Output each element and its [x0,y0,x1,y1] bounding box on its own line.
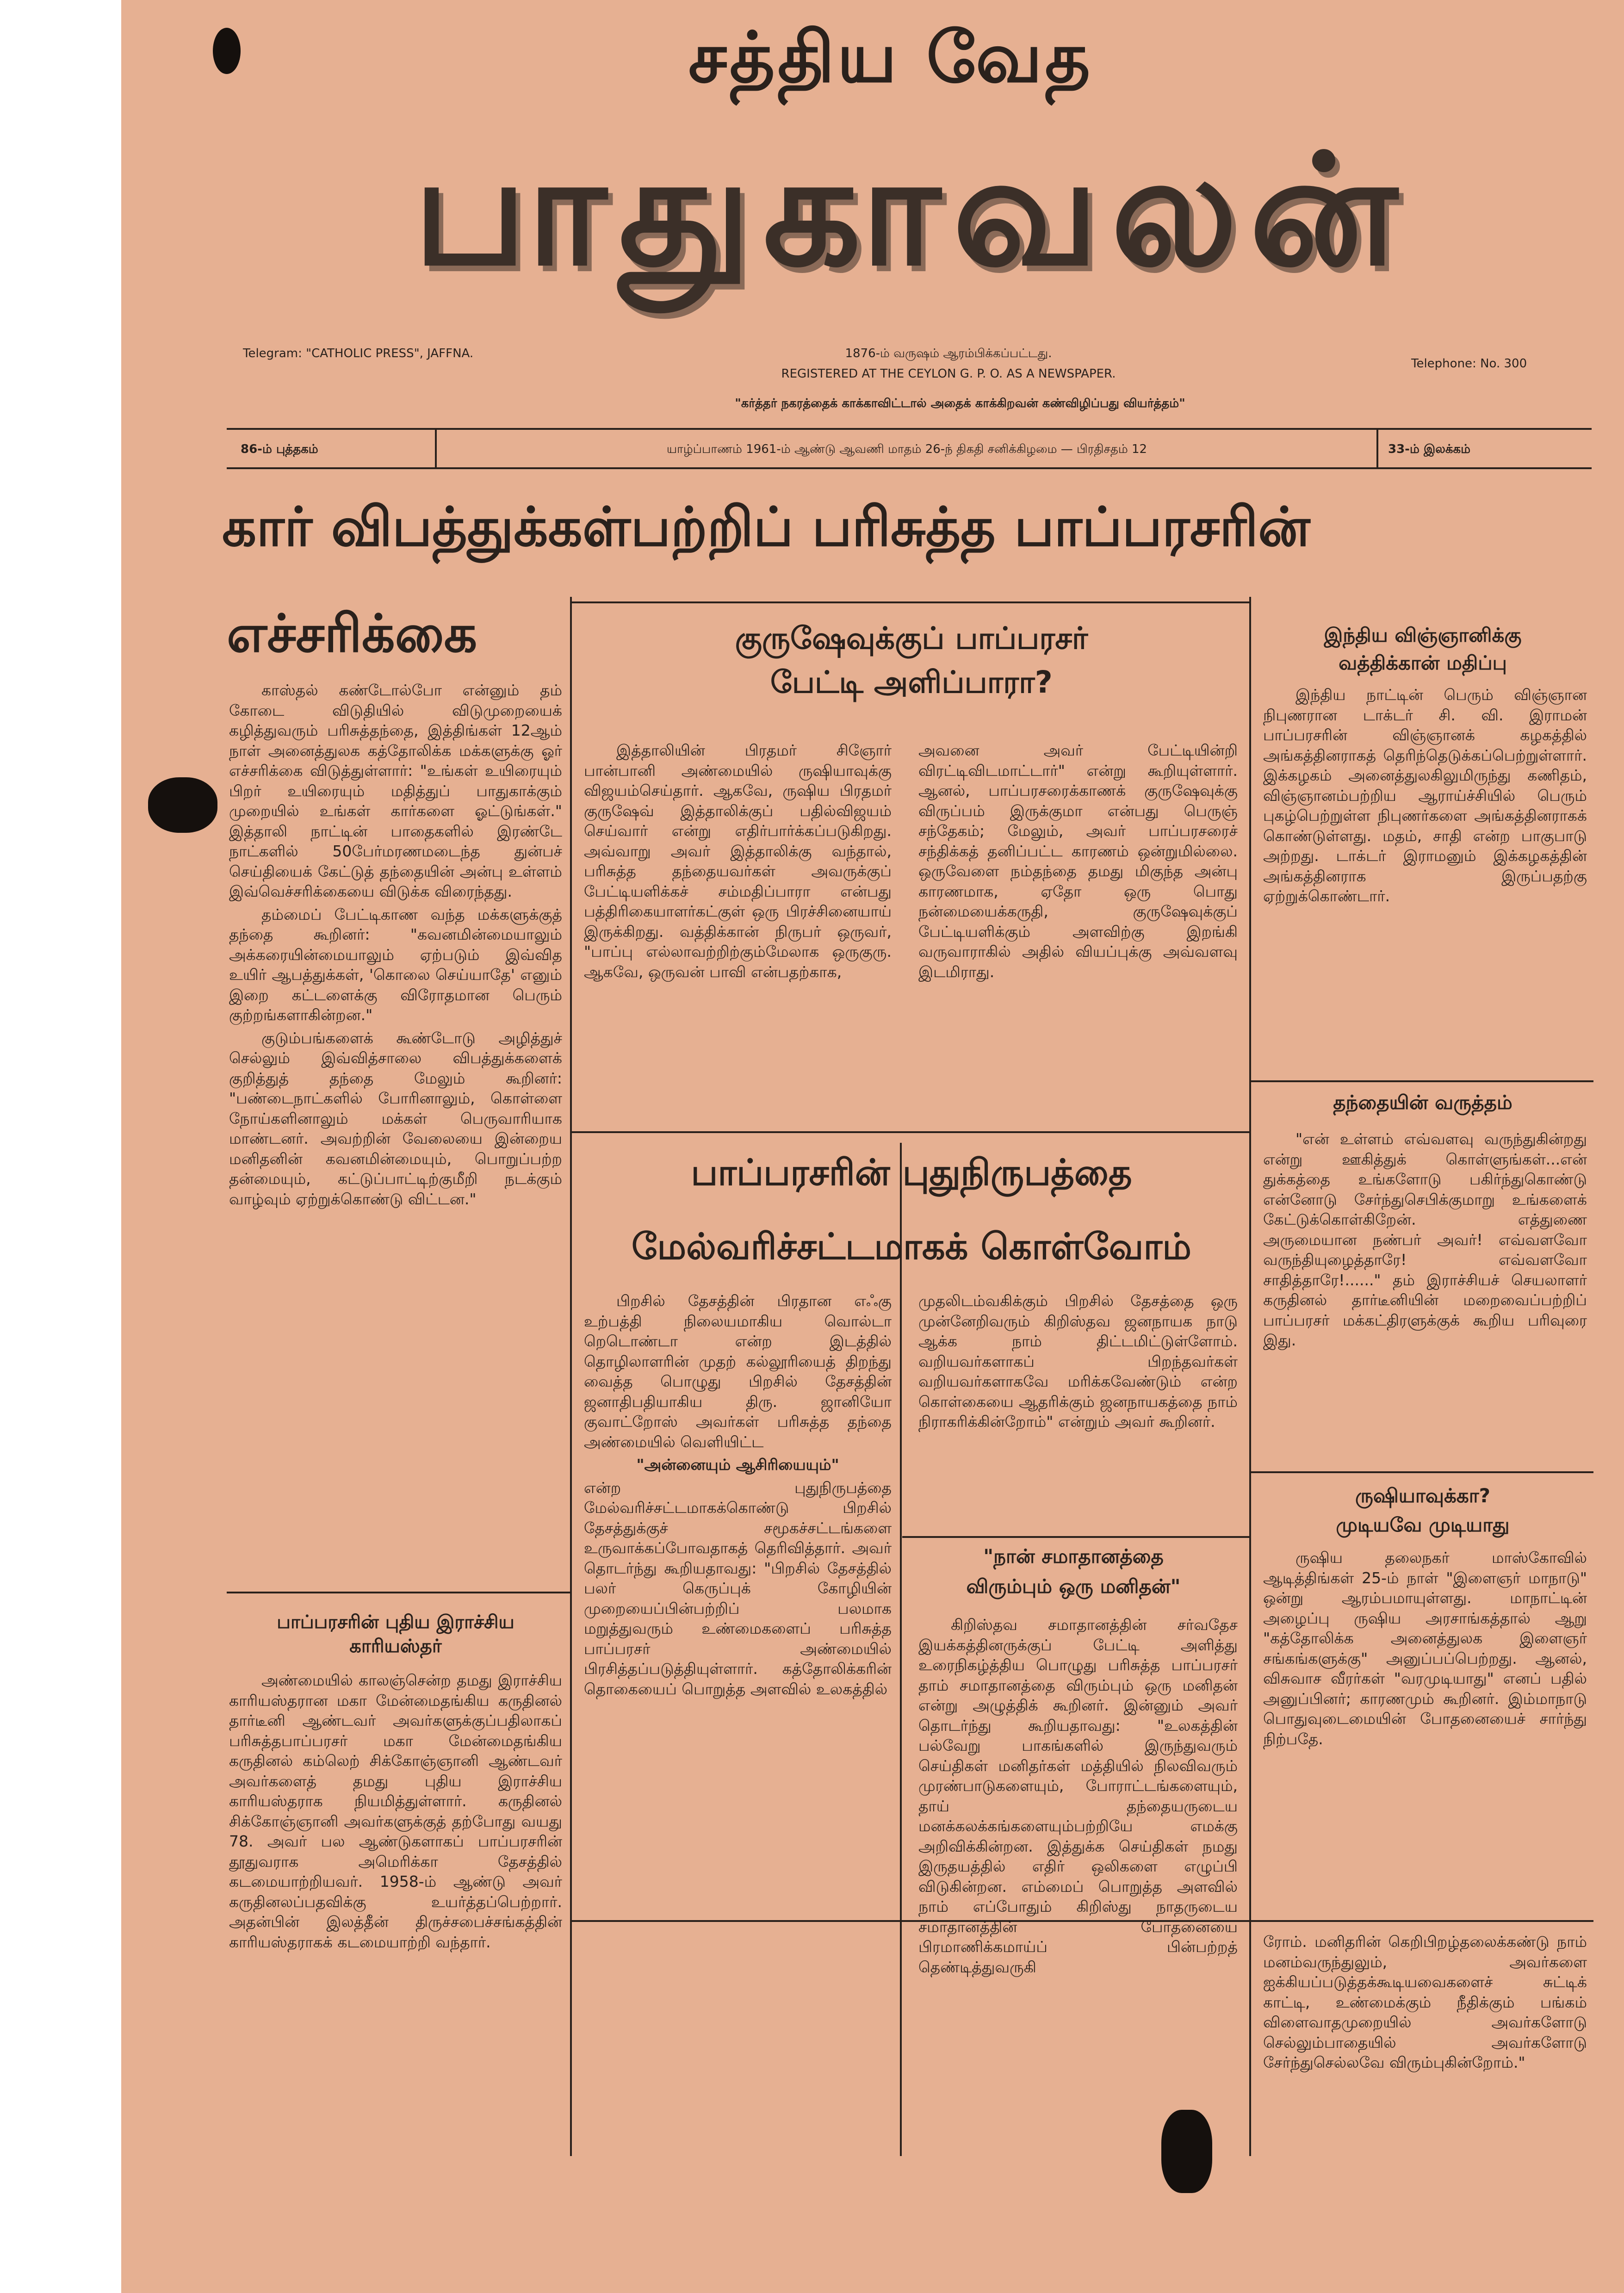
secretary-body: அண்மையில் காலஞ்சென்ற தமது இராச்சிய காரியஸ்தரான மகா மேன்மைதங்கிய கருதினல் தார்டீனி ஆண்டவர் அவர்களுக்குப்பதிலாகப் பரிசுத்தபாப்பரசர் மகா மேன்மைதங்கிய கருதினல் கம்லெற் சிக்கோஞ்ஞானி ஆண்டவர் அவர்களைத் தமது புதிய இராச்சிய காரியஸ்தராக நியமித்துள்ளார். கருதினல் சிக்கோஞ்ஞானி அவர்களுக்குத் தற்போது வயது 78. அவர் பல ஆண்டுகளாகப் பாப்பரசரின் தூதுவராக அமெரிக்கா தேசத்தில் கடமையாற்றியவர். 1958-ம் ஆண்டு அவர் கருதினலப்பதவிக்கு உயர்த்தப்பெற்றார். அதன்பின் இலத்தீன் திருச்சபைச்சங்கத்தின் காரியஸ்தராகக் கடமையாற்றி வந்தார். [229,1671,562,1951]
russia-body: ருஷிய தலைநகர் மாஸ்கோவில் ஆடித்திங்கள் 25-ம் நாள் "இளைஞர் மாநாடு" ஒன்று ஆரம்பமாயுள்ளது. மாநாட்டின் அழைப்பு ருஷிய அரசாங்கத்தால் ஆறு "கத்தோலிக்க அனைத்துலக இளைஞர் சங்கங்களுக்கு" அனுப்பப்பெற்றது. ஆனல், விசுவாச வீரர்கள் "வரமுடியாது" எனப் பதில் அனுப்பினர்; காரணமும் கூறினர். இம்மாநாடு பொதுவுடைமையின் போதனையைச் சார்ந்து நிற்பதே. [1263,1549,1587,1748]
secretary-article [229,1670,562,2156]
column-rule [1249,597,1251,2156]
khrushchev-headline-1: குருஷேவுக்குப் பாப்பரசர் [735,620,1088,656]
rule [572,1131,1249,1133]
registration-note: REGISTERED AT THE CEYLON G. P. O. AS A NEWSPAPER. [781,367,1116,381]
issue-number: 33-ம் இலக்கம் [1388,442,1471,456]
lead-paragraph: குடும்பங்களைக் கூண்டோடு அழித்துச் செல்லும் இவ்வித்சாலை விபத்துக்களைக் குறித்துத் தந்தை மேலும் கூறினர்: "பண்டைநாட்களில் போரினாலும், கொள்ளை நோய்களினாலும் மக்கள் பெருவாரியாக மாண்டனர். அவற்றின் வேலையை இன்றைய மனிதனின் கவனமின்மையும், பொறுப்பற்ற தன்மையும், கட்டுப்பாட்டிற்குமீறி நடக்கும் வாழ்வும் ஏற்றுக்கொண்டு விட்டன." [229,1029,562,1208]
lead-headline-cont: எச்சரிக்கை [227,604,477,664]
russia-headline-1: ருஷியாவுக்கா? [1355,1484,1491,1507]
volume-number: 86-ம் புத்தகம் [241,442,318,456]
encyclical-text: என்ற புதுநிருபத்தை மேல்வரிச்சட்டமாகக்கொண்டு பிறசில் தேசத்துக்குச் சமூகச்சட்டங்களை உருவாக்கப்போவதாகத் தெரிவித்தார். அவர் தொடர்ந்து கூறியதாவது: "பிறசில் தேசத்தில் பலர் கெருப்புக் கோழியின் முறையைப்பின்பற்றிப் பலமாக மறுத்துவரும் உண்மைகளைப் பரிசுத்த பாப்பரசர் அண்மையில் பிரசித்தப்படுத்தியுள்ளார். கத்தோலிக்கரின் தொகையைப் பொறுத்த அளவில் உலகத்தில் [584,1478,892,1698]
lead-article [229,680,562,1582]
masthead-title: பாதுகாவலன் [413,122,1410,299]
column-rule [570,597,572,2156]
issue-date: யாழ்ப்பாணம் 1961-ம் ஆண்டு ஆவணி மாதம் 26-ந் திகதி சனிக்கிழமை — பிரதிசதம் 12 [666,442,1147,456]
russia-article [1263,1548,1587,1913]
father-body: "என் உள்ளம் எவ்வளவு வருந்துகின்றது என்று ஊகித்துக் கொள்ளுங்கள்...என் துக்கத்தை உங்களோடு பகிர்ந்துகொண்டு என்னோடு சேர்ந்துசெபிக்குமாறு உங்களைக் கேட்டுக்கொள்கிறேன். எத்துணை அருமையான நண்பர் அவர்! எவ்வளவோ வருந்தியுழைத்தாரே! எவ்வளவோ சாதித்தாரே!......" தம் இராச்சியச் செயலாளர் கருதினல் தார்டீனியின் மறைவைப்பற்றிப் பாப்பரசர் மக்கட்திரளுக்குக் கூறிய பரிவுரை இது. [1263,1130,1587,1349]
lead-paragraph: தம்மைப் பேட்டிகாண வந்த மக்களுக்குத் தந்தை கூறினர்: "கவனமின்மையாலும் அக்கரையின்மையாலும் ஏற்படும் இவ்வித உயிர் ஆபத்துக்கள், 'கொலை செய்யாதே' எனும் இறை கட்டளைக்கு விரோதமான பெரும் குற்றங்களாகின்றன." [229,905,562,1024]
khrushchev-text: அவனை அவர் பேட்டியின்றி விரட்டிவிடமாட்டார்" என்று கூறியுள்ளார். ஆனல், பாப்பரசரைக்காணக் குருஷேவுக்கு விருப்பம் இருக்குமா என்பது பெருஞ் சந்தேகம்; மேலும், அவர் பாப்பரசரைச் சந்திக்கத் தனிப்பட்ட காரணம் ஒன்றுமில்லை. ஒருவேளை நம்தந்தை தமது மிகுந்த அன்பு காரணமாக, ஏதோ ஒரு பொது நன்மையைக்கருதி, குருஷேவுக்குப் பேட்டியளிக்கும் அளவிற்கு இறங்கி வருவாராகில் அதில் வியப்புக்கு அவ்வளவு இடமிராது. [918,741,1238,981]
scientist-headline-2: வத்திக்கான் மதிப்பு [1339,651,1507,674]
rule [572,601,1249,603]
encyclical-col-1 [584,1291,892,2147]
encyclical-text: பிறசில் தேசத்தின் பிரதான எஃகு உற்பத்தி நிலையமாகிய வொல்டா றெடொண்டா என்ற இடத்தில் தொழிலாளரின் முதற் கல்லூரியைத் திறந்து வைத்த பொழுது பிறசில் தேசத்தின் ஜனாதிபதியாகிய திரு. ஜானியோ குவாட்றோஸ் அவர்கள் பரிசுத்த தந்தை அண்மையில் வெளியிட்ட [584,1292,892,1451]
ink-blot [148,777,217,833]
telephone: Telephone: No. 300 [1411,357,1527,371]
scientist-article [1263,685,1587,1073]
masthead-subtitle: சத்திய வேத [688,18,1093,98]
lead-headline: கார் விபத்துக்கள்பற்றிப் பரிசுத்த பாப்பரசரின் [222,496,1310,558]
ink-blot [213,28,241,74]
encyclical-quote: "அன்னையும் ஆசிரியையும்" [636,1456,839,1474]
peace-headline-2: விரும்பும் ஒரு மனிதன்" [966,1575,1181,1598]
column-rule [900,1143,902,2156]
rule [227,428,1592,430]
encyclical-col-2 [918,1291,1238,1531]
scientist-body: இந்திய நாட்டின் பெரும் விஞ்ஞான நிபுணரான டாக்டர் சி. வி. இராமன் பாப்பரசரின் விஞ்ஞானக் கழகத்தில் அங்கத்தினராகத் தெரிந்தெடுக்கப்பெற்றுள்ளார். இக்கழகம் அனைத்துலகிலுமிருந்து கணிதம், விஞ்ஞானம்பற்றிய ஆராய்ச்சியில் பெரும் புகழ்பெற்றுள்ள நிபுணர்களை அங்கத்தினராகக் கொண்டுள்ளது. மதம், சாதி என்ற பாகுபாடு அற்றது. டாக்டர் இராமனும் இக்கழகத்தின் அங்கத்தினராக இருப்பதற்கு ஏற்றுக்கொண்டார். [1263,686,1587,905]
rule [902,1536,1249,1538]
continued-body: ரோம். மனிதரின் கெறிபிறழ்தலைக்கண்டு நாம் மனம்வருந்துலும், அவர்களை ஐக்கியப்படுத்தக்கூடியவைகளைச் சுட்டிக் காட்டி, உண்மைக்கும் நீதிக்கும் பங்கம் விளைவாதமுறையில் அவர்களோடு செல்லும்பாதையில் அவர்களோடு சேர்ந்துசெல்லவே விரும்புகின்றோம்." [1263,1933,1587,2071]
peace-article [918,1615,1238,2151]
encyclical-headline-2: மேல்வரிச்சட்டமாகக் கொள்வோம் [632,1226,1191,1268]
khrushchev-col-1 [584,740,892,1124]
rule [227,467,1592,469]
secretary-headline: பாப்பரசரின் புதிய இராச்சிய காரியஸ்தர் [277,1611,514,1657]
rule [1251,1920,1593,1922]
rule [227,1592,570,1593]
father-article [1263,1129,1587,1467]
peace-headline-1: "நான் சமாதானத்தை [983,1545,1164,1568]
encyclical-headline-1: பாப்பரசரின் புதுநிருபத்தை [691,1152,1132,1194]
rule [1251,1080,1593,1082]
father-headline: தந்தையின் வருத்தம் [1333,1091,1512,1114]
encyclical-text: முதலிடம்வகிக்கும் பிறசில் தேசத்தை ஒரு முன்னேறிவரும் கிறிஸ்தவ ஜனநாயக நாடு ஆக்க நாம் திட்டமிட்டுள்ளோம். வறியவர்களாகப் பிறந்தவர்கள் வறியவர்களாகவே மரிக்கவேண்டும் என்ற கொள்கையை ஆதரிக்கும் ஜனநாயகத்தை நாம் நிராகரிக்கின்றோம்" என்றும் அவர் கூறினர். [918,1292,1238,1431]
khrushchev-col-2 [918,740,1238,1124]
rule [1376,428,1378,469]
telegram-address: Telegram: "CATHOLIC PRESS", JAFFNA. [243,347,474,360]
khrushchev-text: இத்தாலியின் பிரதமர் சிஞோர் பான்பானி அண்மையில் ருஷியாவுக்கு விஜயம்செய்தார். ஆகவே, ருஷிய பிரதமர் குருஷேவ் இத்தாலிக்குப் பதில்விஜயம் செய்வார் என்று எதிர்பார்க்கப்படுகிறது. அவ்வாறு அவர் இத்தாலிக்கு வந்தால், பரிசுத்த தந்தையவர்கள் அவருக்குப் பேட்டியளிக்கச் சம்மதிப்பாரா என்பது பத்திரிகையாளர்கட்குள் ஒரு பிரச்சினையாய் இருக்கிறது. வத்திக்கான் நிருபர் ஒருவர், "பாப்பு எல்லாவற்றிற்கும்மேலாக ஒருகுரு. ஆகவே, ஒருவன் பாவி என்பதற்காக, [584,741,892,981]
scientist-headline-1: இந்திய விஞ்ஞானிக்கு [1324,624,1522,646]
rule [435,428,437,469]
founded-note: 1876-ம் வருஷம் ஆரம்பிக்கப்பட்டது. [845,347,1052,360]
khrushchev-headline-2: பேட்டி அளிப்பாரா? [770,664,1053,700]
rule [1251,1471,1593,1473]
lead-paragraph: காஸ்தல் கண்டோல்போ என்னும் தம் கோடை விடுதியில் விடுமுறையைக் கழித்துவரும் பரிசுத்தந்தை, இத்திங்கள் 12ஆம் நாள் அனைத்துலக கத்தோலிக்க மக்களுக்கு ஓர் எச்சரிக்கை விடுத்துள்ளார்: "உங்கள் உயிரையும் பிறர் உயிரையும் மதித்துப் பாதுகாக்கும் முறையில் உங்கள் கார்களை ஓட்டுங்கள்." இத்தாலி நாட்டின் பாதைகளில் இரண்டே நாட்களில் 50பேர்மரணமடைந்த துன்பச் செய்தியைக் கேட்டுத் தந்தையின் அன்பு உள்ளம் இவ்வெச்சரிக்கையை விடுக்க விரைந்தது. [229,681,562,900]
peace-body: கிறிஸ்தவ சமாதானத்தின் சர்வதேச இயக்கத்தினருக்குப் பேட்டி அளித்து உரைநிகழ்த்திய பொழுது பரிசுத்த பாப்பரசர் தாம் சமாதானத்தை விரும்பும் ஒரு மனிதன் என்று அழுத்திக் கூறினர். இன்னும் அவர் தொடர்ந்து கூறியதாவது: "உலகத்தின் பல்வேறு பாகங்களில் இருந்துவரும் செய்திகள் மனிதர்கள் மத்தியில் நிலவிவரும் முரண்பாடுகளையும், போராட்டங்களையும், தாய் தந்தையருடைய மனக்கலக்கங்களையும்பற்றியே எமக்கு அறிவிக்கின்றன. இத்துக்க செய்திகள் நமது இருதயத்தில் எதிர் ஒலிகளை எழுப்பி விடுகின்றன. எம்மைப் பொறுத்த அளவில் நாம் எப்போதும் கிறிஸ்து நாதருடைய சமாதானத்தின் போதனையை பிரமாணிக்கமாய்ப் பின்பற்றத் தெண்டித்துவருகி [918,1616,1238,1976]
motto: "கர்த்தர் நகரத்தைக் காக்காவிட்டால் அதைக் காக்கிறவன் கண்விழிப்பது வியர்த்தம்" [735,397,1185,410]
russia-headline-2: முடியவே முடியாது [1336,1513,1510,1536]
continued-article [1263,1932,1587,2154]
